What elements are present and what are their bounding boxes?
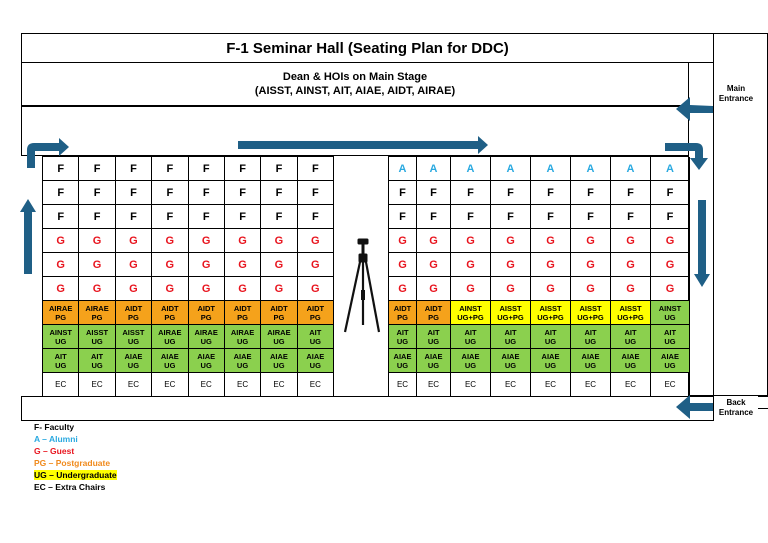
left-seat-r1-c4: F: [152, 157, 188, 181]
right-seat-r7-c6: AISST UG+PG: [571, 301, 611, 325]
left-seat-r2-c7: F: [261, 181, 297, 205]
tripod-icon: [345, 239, 379, 332]
left-seat-r9-c8: AIAE UG: [298, 349, 334, 373]
right-seat-r1-c2: A: [417, 157, 451, 181]
right-seat-r7-c3: AINST UG+PG: [451, 301, 491, 325]
right-seat-r9-c3: AIAE UG: [451, 349, 491, 373]
right-seat-r5-c3: G: [451, 253, 491, 277]
left-seat-r1-c6: F: [225, 157, 261, 181]
right-seat-r2-c6: F: [571, 181, 611, 205]
left-turn-arrow: [27, 138, 69, 168]
left-seat-r9-c6: AIAE UG: [225, 349, 261, 373]
right-seat-r6-c1: G: [389, 277, 417, 301]
right-seat-r3-c6: F: [571, 205, 611, 229]
left-seat-r3-c8: F: [298, 205, 334, 229]
left-seat-r1-c8: F: [298, 157, 334, 181]
right-seat-r6-c3: G: [451, 277, 491, 301]
left-seat-r6-c1: G: [43, 277, 79, 301]
right-seat-r10-c8: EC: [651, 373, 690, 397]
left-seat-r3-c5: F: [189, 205, 225, 229]
right-seat-r2-c2: F: [417, 181, 451, 205]
left-seat-r7-c7: AIDT PG: [261, 301, 297, 325]
right-seat-r2-c3: F: [451, 181, 491, 205]
left-seat-r5-c7: G: [261, 253, 297, 277]
left-seat-r1-c2: F: [79, 157, 115, 181]
right-seat-r1-c1: A: [389, 157, 417, 181]
right-seat-r4-c6: G: [571, 229, 611, 253]
left-seat-r5-c5: G: [189, 253, 225, 277]
left-seat-r4-c5: G: [189, 229, 225, 253]
stage-line-1: Dean & HOIs on Main Stage: [282, 71, 428, 83]
left-seat-r9-c1: AIT UG: [43, 349, 79, 373]
left-seat-r7-c4: AIDT PG: [152, 301, 188, 325]
left-seat-r7-c8: AIDT PG: [298, 301, 334, 325]
right-seat-r7-c5: AISST UG+PG: [531, 301, 571, 325]
left-seat-r8-c6: AIRAE UG: [225, 325, 261, 349]
left-seat-r4-c2: G: [79, 229, 115, 253]
left-seat-r9-c4: AIAE UG: [152, 349, 188, 373]
left-seat-r10-c7: EC: [261, 373, 297, 397]
right-seat-r4-c7: G: [611, 229, 651, 253]
back-entrance-label: Back Entrance: [718, 398, 754, 417]
right-seat-r10-c6: EC: [571, 373, 611, 397]
left-seat-r7-c6: AIDT PG: [225, 301, 261, 325]
right-seat-r1-c4: A: [491, 157, 531, 181]
right-seat-r10-c4: EC: [491, 373, 531, 397]
right-seat-r8-c4: AIT UG: [491, 325, 531, 349]
left-seat-r9-c5: AIAE UG: [189, 349, 225, 373]
left-seat-r2-c8: F: [298, 181, 334, 205]
left-seat-r9-c2: AIT UG: [79, 349, 115, 373]
legend-extra-chairs: EC – Extra Chairs: [34, 482, 106, 492]
right-seat-r3-c1: F: [389, 205, 417, 229]
legend-faculty: F- Faculty: [34, 422, 75, 432]
right-seat-r7-c8: AINST UG: [651, 301, 690, 325]
right-seat-r5-c7: G: [611, 253, 651, 277]
right-seat-r9-c4: AIAE UG: [491, 349, 531, 373]
right-seat-r4-c4: G: [491, 229, 531, 253]
right-seat-r8-c2: AIT UG: [417, 325, 451, 349]
right-seat-r4-c2: G: [417, 229, 451, 253]
right-seat-r6-c2: G: [417, 277, 451, 301]
hall-title-text: F-1 Seminar Hall (Seating Plan for DDC): [226, 39, 509, 57]
right-seat-r6-c5: G: [531, 277, 571, 301]
right-seat-r2-c4: F: [491, 181, 531, 205]
left-seat-r3-c6: F: [225, 205, 261, 229]
right-seat-r10-c3: EC: [451, 373, 491, 397]
left-up-arrow: [20, 199, 36, 274]
stage-line-2: (AISST, AINST, AIT, AIAE, AIDT, AIRAE): [254, 85, 456, 97]
right-seat-r4-c1: G: [389, 229, 417, 253]
right-seat-r5-c5: G: [531, 253, 571, 277]
left-seat-r4-c7: G: [261, 229, 297, 253]
left-seat-r6-c7: G: [261, 277, 297, 301]
left-seat-r3-c4: F: [152, 205, 188, 229]
left-seat-r6-c5: G: [189, 277, 225, 301]
left-seat-r10-c3: EC: [116, 373, 152, 397]
left-seat-r5-c8: G: [298, 253, 334, 277]
right-seat-r6-c4: G: [491, 277, 531, 301]
legend-guest: G – Guest: [34, 446, 75, 456]
left-seat-r4-c3: G: [116, 229, 152, 253]
legend-postgraduate: PG – Postgraduate: [34, 458, 111, 468]
right-seat-r5-c8: G: [651, 253, 690, 277]
left-seat-r2-c4: F: [152, 181, 188, 205]
right-seat-r9-c7: AIAE UG: [611, 349, 651, 373]
right-seat-r7-c7: AISST UG+PG: [611, 301, 651, 325]
right-seat-r8-c1: AIT UG: [389, 325, 417, 349]
right-seat-r2-c1: F: [389, 181, 417, 205]
right-seat-r10-c5: EC: [531, 373, 571, 397]
left-seat-r6-c3: G: [116, 277, 152, 301]
left-seat-r3-c7: F: [261, 205, 297, 229]
left-seat-r9-c7: AIAE UG: [261, 349, 297, 373]
back-entrance-arrow: [676, 395, 713, 419]
front-aisle-arrow: [238, 136, 488, 154]
right-seat-r3-c2: F: [417, 205, 451, 229]
right-seat-r4-c3: G: [451, 229, 491, 253]
right-seat-r6-c7: G: [611, 277, 651, 301]
left-seat-r7-c2: AIRAE PG: [79, 301, 115, 325]
left-seat-r7-c5: AIDT PG: [189, 301, 225, 325]
left-seat-r8-c8: AIT UG: [298, 325, 334, 349]
left-seat-r10-c1: EC: [43, 373, 79, 397]
right-seat-r1-c6: A: [571, 157, 611, 181]
right-seat-r2-c7: F: [611, 181, 651, 205]
right-seat-r5-c1: G: [389, 253, 417, 277]
left-seat-r2-c1: F: [43, 181, 79, 205]
left-seat-r8-c5: AIRAE UG: [189, 325, 225, 349]
right-seat-r6-c8: G: [651, 277, 690, 301]
left-seat-r7-c1: AIRAE PG: [43, 301, 79, 325]
right-seat-r1-c8: A: [651, 157, 690, 181]
right-seat-r6-c6: G: [571, 277, 611, 301]
left-seat-r5-c3: G: [116, 253, 152, 277]
right-seat-r5-c4: G: [491, 253, 531, 277]
left-seat-r4-c4: G: [152, 229, 188, 253]
left-seat-r8-c7: AIRAE UG: [261, 325, 297, 349]
main-entrance-arrow: [676, 97, 713, 121]
left-seat-r10-c5: EC: [189, 373, 225, 397]
right-seat-r10-c7: EC: [611, 373, 651, 397]
right-seat-r1-c7: A: [611, 157, 651, 181]
right-seat-r2-c5: F: [531, 181, 571, 205]
left-seat-r6-c8: G: [298, 277, 334, 301]
left-seat-r1-c3: F: [116, 157, 152, 181]
left-seat-r8-c4: AIRAE UG: [152, 325, 188, 349]
right-seat-r3-c5: F: [531, 205, 571, 229]
legend: [34, 421, 117, 493]
left-seat-r6-c4: G: [152, 277, 188, 301]
right-seat-r9-c2: AIAE UG: [417, 349, 451, 373]
left-seat-r2-c3: F: [116, 181, 152, 205]
right-seat-r7-c1: AIDT PG: [389, 301, 417, 325]
left-seat-r10-c2: EC: [79, 373, 115, 397]
right-seat-r8-c8: AIT UG: [651, 325, 690, 349]
left-seat-r8-c2: AISST UG: [79, 325, 115, 349]
right-seat-r8-c5: AIT UG: [531, 325, 571, 349]
right-seat-r9-c8: AIAE UG: [651, 349, 690, 373]
left-seat-r7-c3: AIDT PG: [116, 301, 152, 325]
left-seat-r10-c8: EC: [298, 373, 334, 397]
right-down-arrow: [694, 200, 710, 287]
right-seat-r3-c3: F: [451, 205, 491, 229]
left-seat-r3-c2: F: [79, 205, 115, 229]
left-seat-r1-c7: F: [261, 157, 297, 181]
right-seat-r9-c6: AIAE UG: [571, 349, 611, 373]
right-seat-r4-c5: G: [531, 229, 571, 253]
left-seat-r3-c1: F: [43, 205, 79, 229]
right-seat-r10-c1: EC: [389, 373, 417, 397]
left-seat-r4-c1: G: [43, 229, 79, 253]
left-seat-r5-c2: G: [79, 253, 115, 277]
left-seat-r6-c2: G: [79, 277, 115, 301]
right-seat-r3-c8: F: [651, 205, 690, 229]
right-seat-r8-c7: AIT UG: [611, 325, 651, 349]
right-seat-r7-c4: AISST UG+PG: [491, 301, 531, 325]
left-seat-r5-c4: G: [152, 253, 188, 277]
left-seat-r5-c1: G: [43, 253, 79, 277]
right-seat-r8-c3: AIT UG: [451, 325, 491, 349]
right-seat-r4-c8: G: [651, 229, 690, 253]
main-entrance-label: Main Entrance: [718, 84, 754, 103]
left-seat-r4-c8: G: [298, 229, 334, 253]
right-seat-r5-c2: G: [417, 253, 451, 277]
left-seat-r10-c6: EC: [225, 373, 261, 397]
right-seat-r1-c3: A: [451, 157, 491, 181]
left-seat-r9-c3: AIAE UG: [116, 349, 152, 373]
left-seat-r5-c6: G: [225, 253, 261, 277]
right-seat-r3-c4: F: [491, 205, 531, 229]
left-seat-r2-c5: F: [189, 181, 225, 205]
right-seat-r10-c2: EC: [417, 373, 451, 397]
left-seat-r2-c6: F: [225, 181, 261, 205]
legend-alumni: A – Alumni: [34, 434, 78, 444]
left-seat-r1-c1: F: [43, 157, 79, 181]
left-seat-r8-c3: AISST UG: [116, 325, 152, 349]
left-seat-r3-c3: F: [116, 205, 152, 229]
right-seat-r9-c1: AIAE UG: [389, 349, 417, 373]
left-seat-r10-c4: EC: [152, 373, 188, 397]
left-seat-r4-c6: G: [225, 229, 261, 253]
right-seat-r2-c8: F: [651, 181, 690, 205]
left-seat-r8-c1: AINST UG: [43, 325, 79, 349]
right-seat-r7-c2: AIDT PG: [417, 301, 451, 325]
left-seat-r1-c5: F: [189, 157, 225, 181]
right-seat-r8-c6: AIT UG: [571, 325, 611, 349]
right-seat-r5-c6: G: [571, 253, 611, 277]
left-seat-r6-c6: G: [225, 277, 261, 301]
left-seat-r2-c2: F: [79, 181, 115, 205]
right-seat-r9-c5: AIAE UG: [531, 349, 571, 373]
right-turn-arrow: [665, 143, 708, 170]
legend-undergraduate: UG – Undergraduate: [34, 470, 117, 480]
right-seat-r3-c7: F: [611, 205, 651, 229]
right-seat-r1-c5: A: [531, 157, 571, 181]
